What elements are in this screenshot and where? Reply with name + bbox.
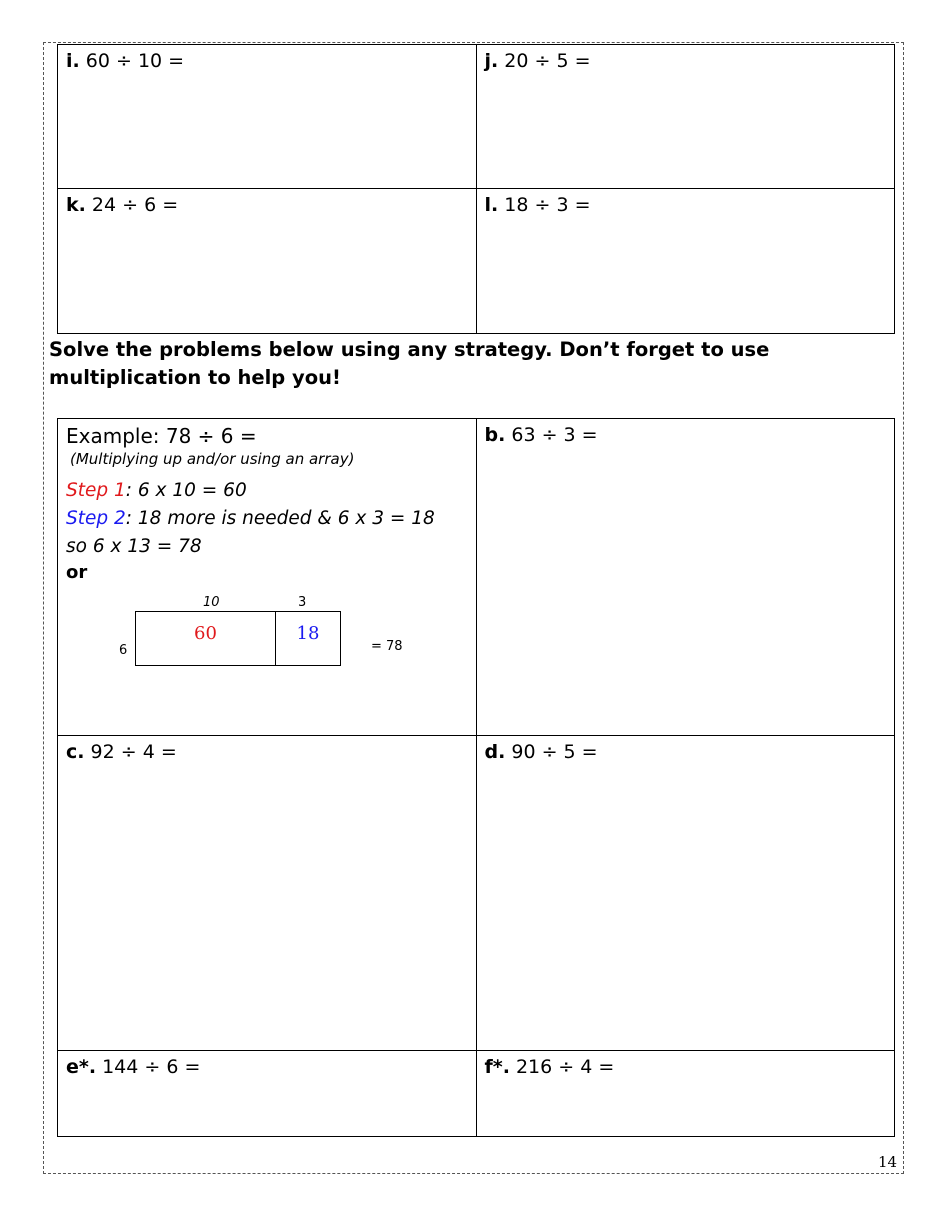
step-2-continued: so 6 x 13 = 78 (66, 536, 202, 557)
problem-expression: 60 ÷ 10 = (85, 50, 185, 72)
problem-box-d[interactable] (476, 736, 895, 1051)
problem-box-i[interactable] (58, 45, 477, 189)
array-column-label-10: 10 (203, 595, 220, 610)
step-2-label: Step 2 (66, 508, 126, 529)
problem-label: k. (66, 194, 86, 216)
problem-box-e[interactable] (58, 1051, 477, 1137)
array-column-label-3: 3 (298, 595, 307, 610)
problem-label: l. (484, 194, 499, 216)
problem-box-f[interactable] (476, 1051, 895, 1137)
problem-box-l[interactable] (476, 189, 895, 334)
area-model (66, 585, 468, 695)
step-2 (66, 505, 468, 533)
problem-label: e*. (66, 1056, 97, 1078)
problem-label: j. (484, 50, 499, 72)
top-problems-grid (57, 44, 895, 334)
array-row-label: 6 (119, 643, 128, 658)
problem-label: f*. (484, 1056, 510, 1078)
problem-box-j[interactable] (476, 45, 895, 189)
problem-label: b. (484, 424, 506, 446)
example-note: (Multiplying up and/or using an array) (70, 450, 355, 468)
problem-expression: 63 ÷ 3 = (511, 424, 598, 446)
problem-expression: 216 ÷ 4 = (515, 1056, 615, 1078)
problem-expression: 20 ÷ 5 = (504, 50, 591, 72)
problem-box-c[interactable] (58, 736, 477, 1051)
step-2-text: : 18 more is needed & 6 x 3 = 18 (125, 508, 435, 529)
array-cell-60: 60 (135, 611, 276, 666)
problem-box-k[interactable] (58, 189, 477, 334)
step-1 (66, 477, 468, 505)
problem-expression: 24 ÷ 6 = (91, 194, 179, 216)
problem-expression: 18 ÷ 3 = (504, 194, 591, 216)
instructions: Solve the problems below using any strategy. Don’t forget to use multiplication to help you! (49, 338, 770, 389)
example-box (58, 419, 477, 736)
problem-label: c. (66, 741, 85, 763)
problem-box-b[interactable] (476, 419, 895, 736)
problem-expression: 92 ÷ 4 = (90, 741, 177, 763)
page-number: 14 (878, 1153, 898, 1171)
or-label: or (66, 562, 88, 583)
step-1-text: : 6 x 10 = 60 (125, 480, 247, 501)
array-cell-18: 18 (275, 611, 341, 666)
array-total: = 78 (371, 639, 403, 654)
problem-expression: 144 ÷ 6 = (102, 1056, 201, 1078)
step-1-label: Step 1 (66, 480, 126, 501)
example-title: Example: 78 ÷ 6 = (66, 424, 257, 448)
problem-expression: 90 ÷ 5 = (511, 741, 598, 763)
bottom-problems-grid (57, 418, 895, 1137)
problem-label: i. (66, 50, 80, 72)
problem-label: d. (484, 741, 506, 763)
